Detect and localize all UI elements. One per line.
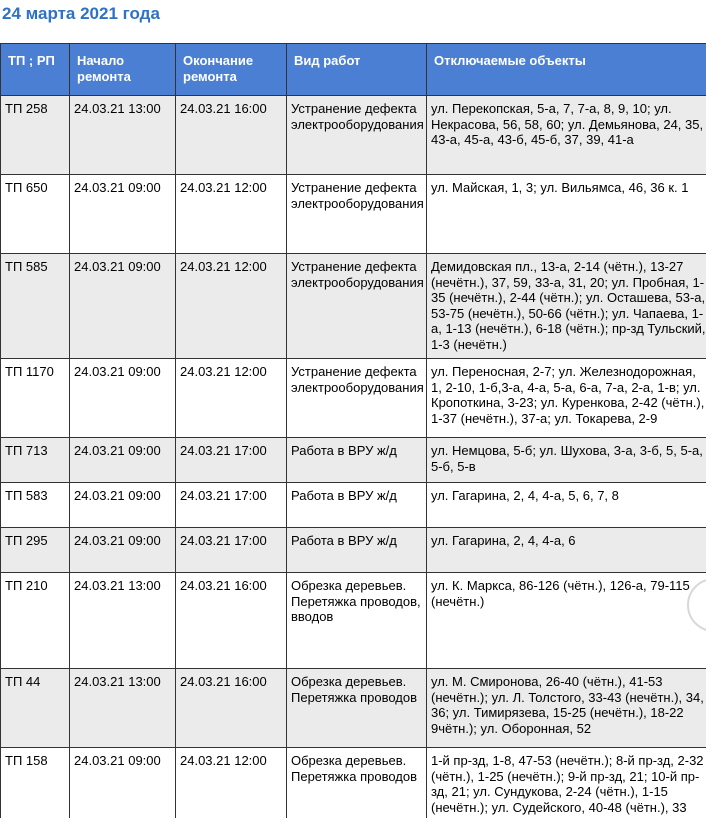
cell-tp: ТП 258	[1, 96, 70, 175]
cell-end: 24.03.21 12:00	[176, 254, 287, 359]
cell-work: Устранение дефекта электрооборудования	[287, 175, 427, 254]
cell-work: Обрезка деревьев. Перетяжка проводов	[287, 669, 427, 748]
cell-objects: ул. Перекопская, 5-а, 7, 7-а, 8, 9, 10; ул. Некрасова, 56, 58, 60; ул. Демьянова, 24, 35, 43-а, 45-а, 43-б, 45-б, 37, 39, 41-а	[427, 96, 706, 175]
table-row	[1, 254, 706, 359]
column-header-end: Окончание ремонта	[176, 44, 287, 96]
cell-work: Обрезка деревьев. Перетяжка проводов, вводов	[287, 573, 427, 669]
cell-work: Обрезка деревьев. Перетяжка проводов	[287, 748, 427, 818]
cell-objects: ул. Гагарина, 2, 4, 4-а, 6	[427, 528, 706, 573]
table-row	[1, 175, 706, 254]
table-row	[1, 669, 706, 748]
cell-end: 24.03.21 17:00	[176, 483, 287, 528]
cell-end: 24.03.21 12:00	[176, 175, 287, 254]
page-title: 24 марта 2021 года	[2, 4, 160, 23]
cell-work: Устранение дефекта электрооборудования	[287, 359, 427, 438]
cell-objects: 1-й пр-зд, 1-8, 47-53 (нечётн.); 8-й пр-зд, 2-32 (чётн.), 1-25 (нечётн.); 9-й пр-зд, 21; 10-й пр-зд, 21; ул. Сундукова, 2-24 (чётн.), 1-15 (нечётн.); ул. Судейского, 40-48 (чётн.), 33	[427, 748, 706, 818]
table-row	[1, 438, 706, 483]
cell-work: Устранение дефекта электрооборудования	[287, 96, 427, 175]
cell-end: 24.03.21 12:00	[176, 359, 287, 438]
cell-objects: Демидовская пл., 13-а, 2-14 (чётн.), 13-27 (нечётн.), 37, 59, 33-а, 31, 20; ул. Пробная, 1-35 (нечётн.), 2-44 (чётн.); ул. Осташева, 53-а, 53-75 (нечётн.), 50-66 (чётн.); ул. Чапаева, 1-а, 1-13 (нечётн.), 6-18 (чётн.); пр-зд Тульский, 1-3 (нечётн.)	[427, 254, 706, 359]
table-row	[1, 483, 706, 528]
cell-tp: ТП 210	[1, 573, 70, 669]
table-row	[1, 573, 706, 669]
cell-tp: ТП 44	[1, 669, 70, 748]
cell-work: Устранение дефекта электрооборудования	[287, 254, 427, 359]
cell-end: 24.03.21 17:00	[176, 438, 287, 483]
cell-tp: ТП 1170	[1, 359, 70, 438]
cell-work: Работа в ВРУ ж/д	[287, 483, 427, 528]
cell-tp: ТП 713	[1, 438, 70, 483]
cell-objects: ул. Майская, 1, 3; ул. Вильямса, 46, 36 к. 1	[427, 175, 706, 254]
cell-tp: ТП 583	[1, 483, 70, 528]
cell-end: 24.03.21 17:00	[176, 528, 287, 573]
cell-start: 24.03.21 09:00	[70, 483, 176, 528]
cell-work: Работа в ВРУ ж/д	[287, 438, 427, 483]
cell-start: 24.03.21 09:00	[70, 359, 176, 438]
cell-end: 24.03.21 12:00	[176, 748, 287, 818]
table-row	[1, 748, 706, 818]
column-header-start: Начало ремонта	[70, 44, 176, 96]
cell-start: 24.03.21 13:00	[70, 669, 176, 748]
column-header-work: Вид работ	[287, 44, 427, 96]
column-header-objects: Отключаемые объекты	[427, 44, 706, 96]
cell-objects: ул. К. Маркса, 86-126 (чётн.), 126-а, 79-115 (нечётн.)	[427, 573, 706, 669]
cell-end: 24.03.21 16:00	[176, 573, 287, 669]
cell-end: 24.03.21 16:00	[176, 96, 287, 175]
cell-tp: ТП 295	[1, 528, 70, 573]
cell-end: 24.03.21 16:00	[176, 669, 287, 748]
cell-start: 24.03.21 13:00	[70, 96, 176, 175]
table-row	[1, 528, 706, 573]
cell-start: 24.03.21 09:00	[70, 528, 176, 573]
cell-start: 24.03.21 09:00	[70, 175, 176, 254]
cell-objects: ул. Немцова, 5-б; ул. Шухова, 3-а, 3-б, 5, 5-а, 5-б, 5-в	[427, 438, 706, 483]
cell-start: 24.03.21 13:00	[70, 573, 176, 669]
cell-objects: ул. М. Смиронова, 26-40 (чётн.), 41-53 (нечётн.); ул. Л. Толстого, 33-43 (нечётн.), 34, 36; ул. Тимирязева, 15-25 (нечётн.), 18-22 9чётн.); ул. Оборонная, 52	[427, 669, 706, 748]
cell-start: 24.03.21 09:00	[70, 438, 176, 483]
table-header-row	[1, 44, 706, 96]
cell-objects: ул. Гагарина, 2, 4, 4-а, 5, 6, 7, 8	[427, 483, 706, 528]
cell-tp: ТП 158	[1, 748, 70, 818]
cell-start: 24.03.21 09:00	[70, 748, 176, 818]
table-row	[1, 96, 706, 175]
cell-work: Работа в ВРУ ж/д	[287, 528, 427, 573]
column-header-tp: ТП ; РП	[1, 44, 70, 96]
cell-tp: ТП 650	[1, 175, 70, 254]
table-row	[1, 359, 706, 438]
cell-start: 24.03.21 09:00	[70, 254, 176, 359]
cell-tp: ТП 585	[1, 254, 70, 359]
outage-table	[0, 43, 706, 818]
cell-objects: ул. Переносная, 2-7; ул. Железнодорожная, 1, 2-10, 1-б,3-а, 4-а, 5-а, 6-а, 7-а, 2-а, 1-в; ул. Кропоткина, 3-23; ул. Куренкова, 2-42 (чётн.), 1-37 (нечётн.), 37-а; ул. Токарева, 2-9	[427, 359, 706, 438]
